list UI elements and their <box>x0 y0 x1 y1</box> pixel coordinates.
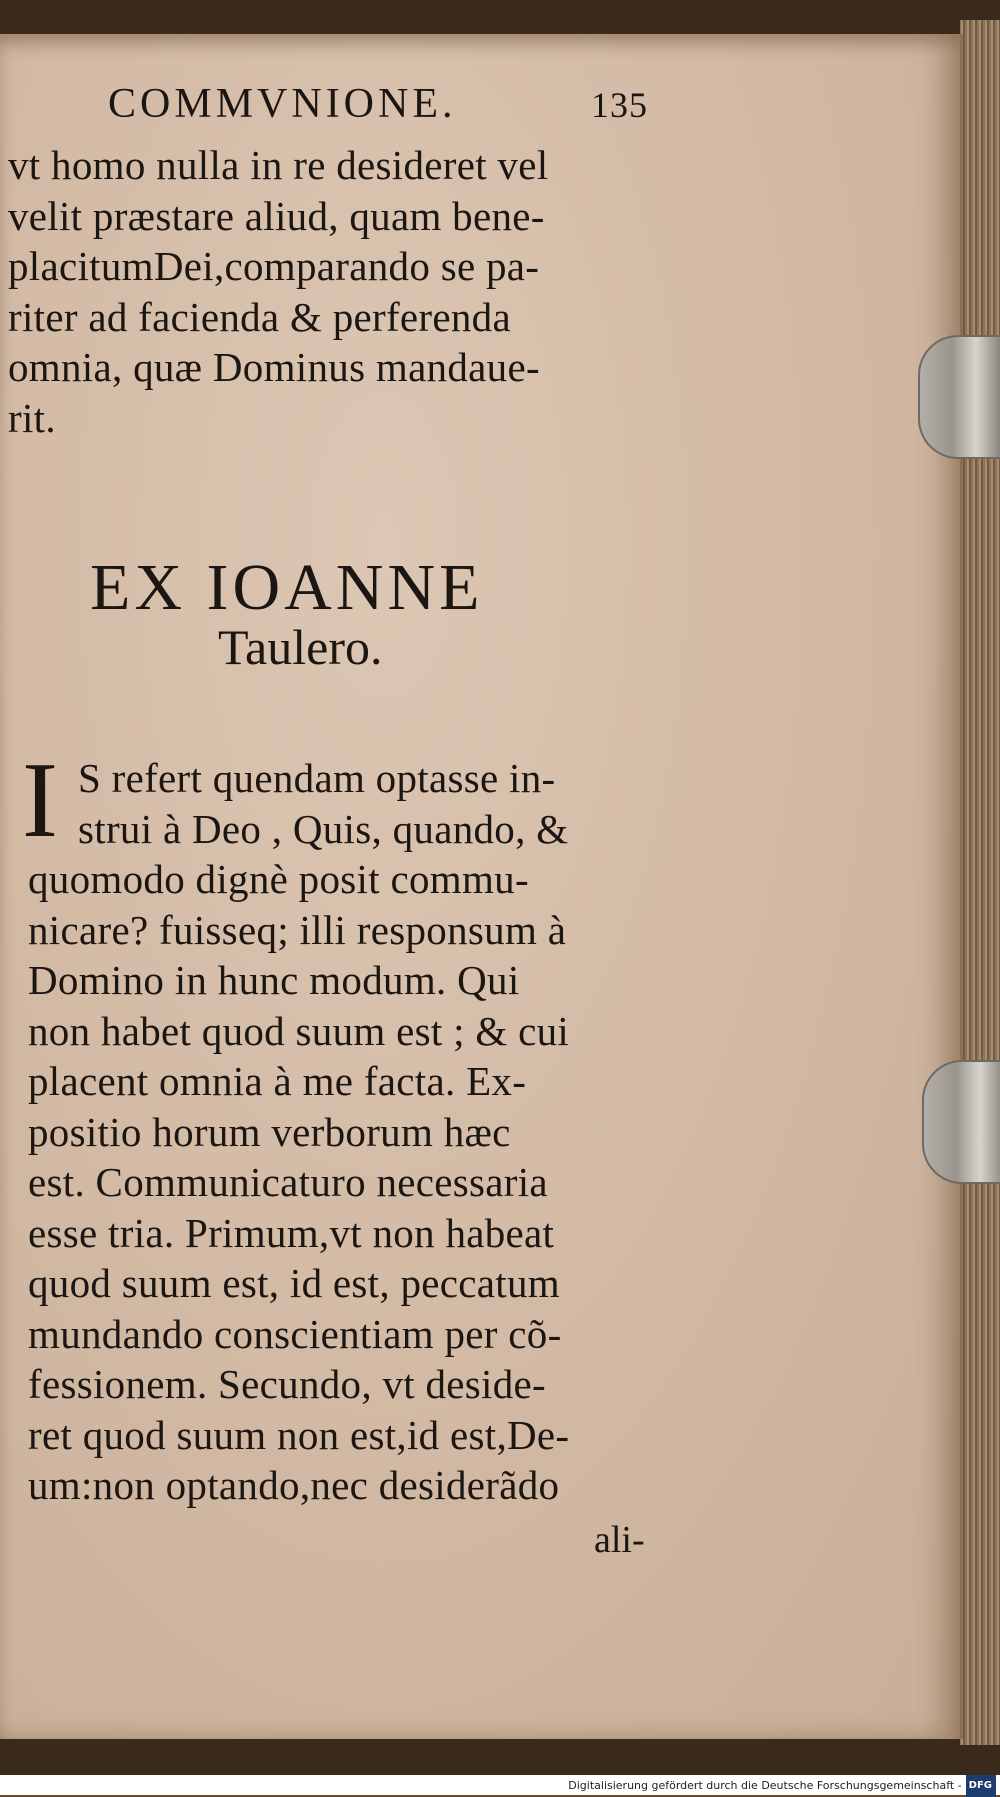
paragraph-2 <box>22 741 668 1511</box>
section-heading: EX IOANNE <box>90 551 484 624</box>
paragraph-1 <box>8 140 648 443</box>
text-line: strui à Deo , Quis, quando, & <box>78 805 569 852</box>
text-line: vt homo nulla in re desideret vel <box>8 142 549 188</box>
text-line: non habet quod suum est ; & cui <box>28 1007 570 1054</box>
text-line: riter ad facienda & perferenda <box>8 293 511 340</box>
book-page-edges <box>960 20 1000 1745</box>
text-line: est. Communicaturo necessaria <box>28 1159 548 1205</box>
book-clasp-lower <box>922 1060 1000 1184</box>
text-line: Domino in hunc modum. Qui <box>28 957 520 1003</box>
text-line: placent omnia à me facta. Ex- <box>28 1058 527 1104</box>
book-clasp-upper <box>918 335 1000 459</box>
text-line: velit præstare aliud, quam bene- <box>8 192 545 239</box>
text-line: nicare? fuisseq; illi responsum à <box>28 906 567 953</box>
running-head-title: COMMVNIONE. <box>108 81 457 127</box>
text-line: mundando conscientiam per cõ- <box>28 1310 562 1357</box>
text-line: rit. <box>8 394 56 441</box>
page-text-top <box>8 80 648 443</box>
text-line: quod suum est, id est, peccatum <box>28 1260 560 1306</box>
running-head <box>8 80 648 140</box>
text-line: ret quod suum non est,id est,De- <box>28 1411 570 1458</box>
text-line: um:non optando,nec desiderãdo <box>28 1462 560 1508</box>
text-line: esse tria. Primum,vt non habeat <box>28 1209 555 1256</box>
text-line: S refert quendam optasse in- <box>78 755 556 801</box>
text-line: placitumDei,comparando se pa- <box>8 243 540 289</box>
section-subheading: Taulero. <box>218 619 383 675</box>
digitization-footer <box>0 1775 1000 1795</box>
catchword: ali- <box>594 1519 645 1561</box>
page-number: 135 <box>591 85 648 125</box>
text-line: quomodo dignè posit commu- <box>28 856 529 902</box>
footer-credit: Digitalisierung gefördert durch die Deutsche Forschungsgemeinschaft - <box>568 1779 962 1792</box>
text-line: positio horum verborum hæc <box>28 1108 511 1155</box>
text-line: fessionem. Secundo, vt deside- <box>28 1361 546 1407</box>
drop-initial: I <box>22 741 58 860</box>
text-line: omnia, quæ Dominus mandaue- <box>8 344 540 390</box>
dfg-logo: DFG <box>966 1775 996 1797</box>
